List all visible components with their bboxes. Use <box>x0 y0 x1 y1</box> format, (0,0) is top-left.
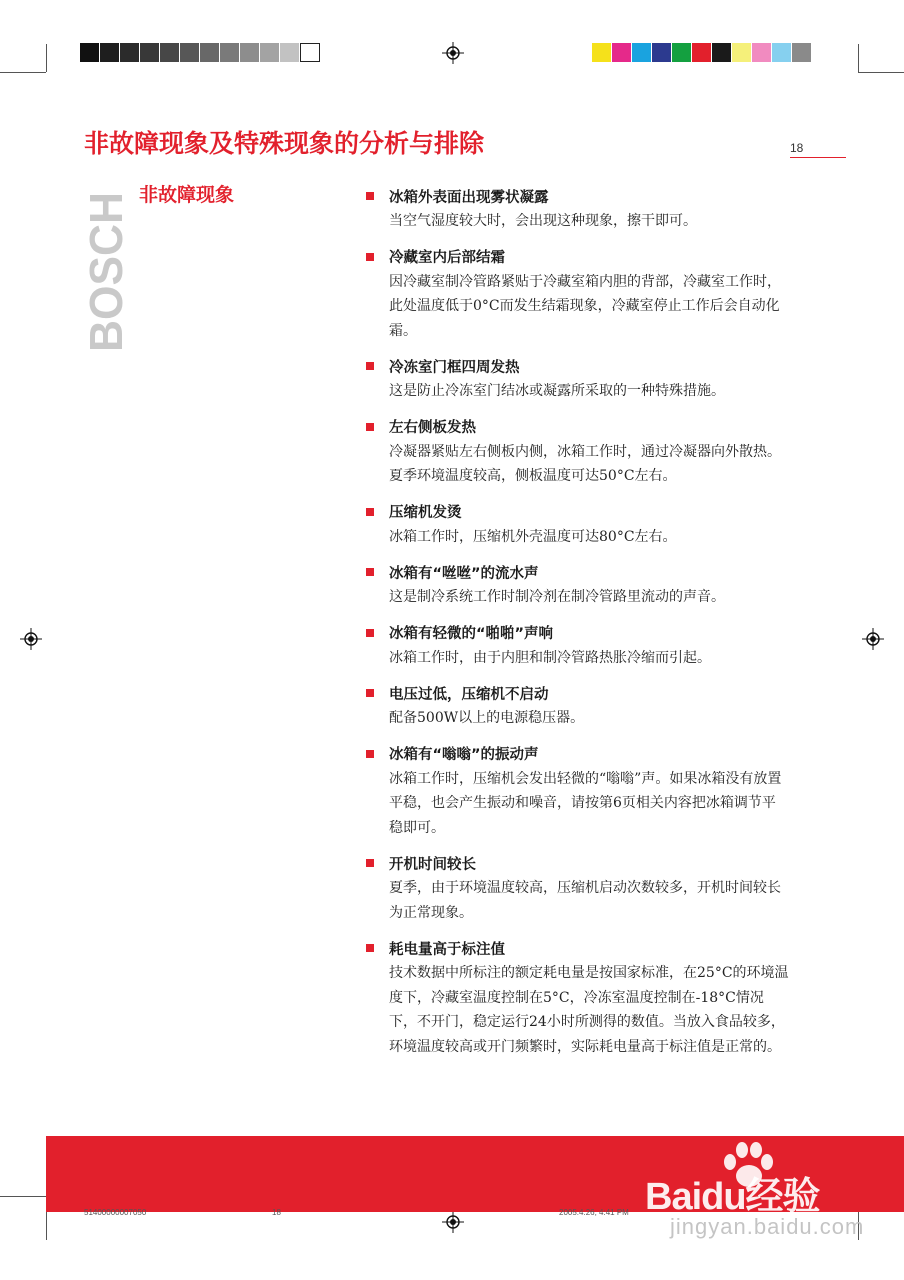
list-item <box>365 502 795 550</box>
item-description: 因冷藏室制冷管路紧贴于冷藏室箱内胆的背部，冷藏室工作时，此处温度低于0°C而发生结霜现象，冷藏室停止工作后会自动化霜。 <box>389 273 781 339</box>
item-title: 冷藏室内后部结霜 <box>389 250 505 266</box>
color-swatch <box>772 43 792 62</box>
item-description: 冰箱工作时，压缩机外壳温度可达80°C左右。 <box>389 528 677 545</box>
item-description: 冷凝器紧贴左右侧板内侧，冰箱工作时，通过冷凝器向外散热。夏季环境温度较高，侧板温度可达50°C左右。 <box>389 443 781 484</box>
bullet-square-icon <box>366 568 374 576</box>
gray-swatch <box>180 43 200 62</box>
item-title: 冰箱有轻微的“啪啪”声响 <box>389 626 554 642</box>
item-heading <box>365 417 795 437</box>
bullet-square-icon <box>366 689 374 697</box>
gray-swatch <box>120 43 140 62</box>
item-title: 电压过低，压缩机不启动 <box>389 686 549 703</box>
item-description: 夏季，由于环境温度较高，压缩机启动次数较多，开机时间较长为正常现象。 <box>389 880 781 921</box>
registration-mark-icon <box>862 628 884 650</box>
list-item <box>365 562 795 610</box>
gray-swatch <box>80 43 100 62</box>
color-swatch <box>612 43 632 62</box>
item-title: 冰箱有“咝咝”的流水声 <box>389 565 539 582</box>
registration-mark-icon <box>20 628 42 650</box>
color-swatch <box>732 43 752 62</box>
item-title: 冰箱有“嗡嗡”的振动声 <box>389 747 539 763</box>
item-description: 这是制冷系统工作时制冷剂在制冷管路里流动的声音。 <box>389 589 725 605</box>
item-title: 左右侧板发热 <box>389 420 476 436</box>
svg-text:BOSCH: BOSCH <box>80 185 132 352</box>
gray-swatch <box>160 43 180 62</box>
color-registration-bar <box>592 43 812 62</box>
bullet-square-icon <box>366 629 374 637</box>
crop-mark <box>46 1212 47 1240</box>
item-heading <box>365 356 795 376</box>
item-heading <box>365 744 795 764</box>
item-heading <box>365 853 795 873</box>
page-title: 非故障现象及特殊现象的分析与排除 <box>84 129 485 158</box>
item-description: 这是防止冷冻室门结冰或凝露所采取的一种特殊措施。 <box>389 383 725 399</box>
crop-mark <box>858 44 859 72</box>
item-description: 技术数据中所标注的额定耗电量是按国家标准，在25°C的环境温度下，冷藏室温度控制在5°C，冷冻室温度控制在-18°C情况下，不开门，稳定运行24小时所测得的数值。当放入食品较多，环境温度较高或开门频繁时，实际耗电量高于标注值是正常的。 <box>389 965 789 1055</box>
gray-swatch <box>280 43 300 62</box>
list-item <box>365 853 795 925</box>
list-item <box>365 938 795 1059</box>
item-title: 耗电量高于标注值 <box>389 941 505 958</box>
item-heading <box>365 186 795 206</box>
crop-mark <box>46 44 47 72</box>
crop-mark <box>0 72 46 73</box>
list-item <box>365 186 795 234</box>
bullet-square-icon <box>366 859 374 867</box>
bullet-square-icon <box>366 423 374 431</box>
gray-swatch <box>240 43 260 62</box>
color-swatch <box>792 43 812 62</box>
registration-mark-icon <box>442 1211 464 1233</box>
item-heading <box>365 247 795 267</box>
gray-swatch <box>140 43 160 62</box>
bullet-square-icon <box>366 750 374 758</box>
list-item <box>365 744 795 841</box>
bullet-square-icon <box>366 944 374 952</box>
color-swatch <box>652 43 672 62</box>
color-swatch <box>712 43 732 62</box>
gray-swatch <box>260 43 280 62</box>
item-heading <box>365 623 795 643</box>
bullet-square-icon <box>366 253 374 261</box>
list-item <box>365 683 795 731</box>
item-title: 冷冻室门框四周发热 <box>389 359 520 376</box>
section-title: 非故障现象 <box>139 184 235 206</box>
crop-mark <box>858 72 904 73</box>
list-item <box>365 623 795 671</box>
item-description: 冰箱工作时，压缩机会发出轻微的“嗡嗡”声。如果冰箱没有放置平稳，也会产生振动和噪音，请按第6页相关内容把冰箱调节平稳即可。 <box>389 770 782 836</box>
footer-timestamp: 2005.4.26, 4:41 PM <box>559 1208 629 1217</box>
item-title: 开机时间较长 <box>389 856 476 873</box>
footer-doc-code: 51400000007050 <box>84 1208 147 1217</box>
page-number: 18 <box>790 141 846 158</box>
item-heading <box>365 683 795 703</box>
item-description: 冰箱工作时，由于内胆和制冷管路热胀冷缩而引起。 <box>389 649 711 666</box>
color-swatch <box>632 43 652 62</box>
item-heading <box>365 938 795 958</box>
item-description: 配备500W以上的电源稳压器。 <box>389 710 585 726</box>
gray-swatch <box>220 43 240 62</box>
crop-mark <box>0 1196 46 1197</box>
list-item <box>365 417 795 489</box>
watermark-url: jingyan.baidu.com <box>670 1214 865 1239</box>
item-description: 当空气湿度较大时，会出现这种现象，擦干即可。 <box>389 213 697 229</box>
list-item <box>365 356 795 404</box>
item-title: 压缩机发烫 <box>389 505 462 521</box>
bosch-logo <box>80 185 132 353</box>
bullet-square-icon <box>366 192 374 200</box>
color-swatch <box>672 43 692 62</box>
item-heading <box>365 562 795 582</box>
item-title: 冰箱外表面出现雾状凝露 <box>389 189 549 206</box>
item-heading <box>365 502 795 522</box>
footer-page-number: 18 <box>272 1208 281 1217</box>
gray-swatch <box>300 43 320 62</box>
gray-swatch <box>200 43 220 62</box>
bullet-square-icon <box>366 508 374 516</box>
color-swatch <box>692 43 712 62</box>
color-swatch <box>592 43 612 62</box>
registration-mark-icon <box>442 42 464 64</box>
baidu-jingyan-logo: Baidu经验 <box>645 1176 820 1218</box>
bullet-square-icon <box>366 362 374 370</box>
phenomena-list <box>365 186 795 1072</box>
color-swatch <box>752 43 772 62</box>
grayscale-registration-bar <box>80 43 320 62</box>
gray-swatch <box>100 43 120 62</box>
list-item <box>365 247 795 344</box>
